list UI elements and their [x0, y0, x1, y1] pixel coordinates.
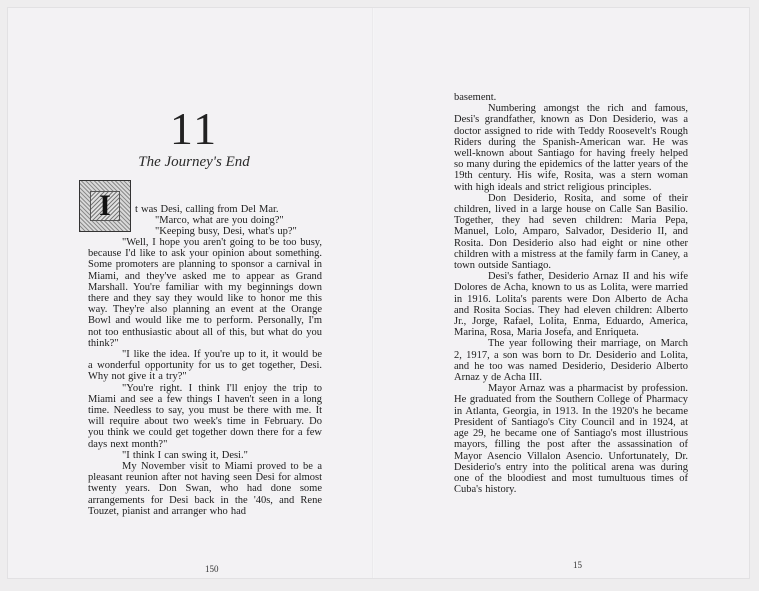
- paragraph: My November visit to Miami proved to be a pleasant reunion after not having seen Desi for almost twenty years. Don Swan, who had done some arrangements for Desi back in the '40s, and Rene Touzet, pianist and arranger who had: [88, 461, 322, 517]
- drop-cap-letter: I: [99, 189, 111, 222]
- right-page: [382, 8, 749, 578]
- paragraph: The year following their marriage, on March 2, 1917, a son was born to Dr. Desiderio and Lolita, and he too was named Desiderio, Desiderio Alberto Arnaz y de Acha III.: [454, 338, 688, 384]
- drop-cap-ornament: [79, 180, 131, 232]
- right-body-text: [454, 92, 688, 495]
- opening-line-1: t was Desi, calling from Del Mar.: [135, 204, 279, 215]
- book-spread: [8, 8, 749, 578]
- paragraph: Don Desiderio, Rosita, and some of their children, lived in a large house on Calle San Basilio. Together, they had seven children: Maria Pepa, Manuel, Lolo, Amparo, Salvador, Desiderio II, and Rosita. Don Desiderio also had eight or nine other children with a mistress at the family farm in Caney, a town outside Santiago.: [454, 192, 688, 272]
- chapter-title: The Journey's End: [138, 154, 250, 170]
- paragraph: "Well, I hope you aren't going to be too busy, because I'd like to ask your opinion about something. Some promoters are planning to sponsor a carnival in Miami, and they've asked me to appear as Grand Marshall. You're familiar with my beginnings down there and they say they would like to honor me this way. They're also planning an event at the Orange Bowl and would like me to perform. Personally, I'm not too enthusiastic about all of this, but what do you think?": [88, 237, 322, 349]
- opening-lines: [135, 204, 322, 238]
- page-number-left: 150: [205, 564, 219, 574]
- paragraph: basement.: [454, 92, 497, 103]
- opening-line-2: "Marco, what are you doing?": [155, 215, 284, 227]
- page-number-right: 15: [573, 560, 582, 570]
- opening-line-3: "Keeping busy, Desi, what's up?": [155, 226, 297, 238]
- paragraph: "You're right. I think I'll enjoy the trip to Miami and see a few things I haven't seen in a long time. Needless to say, you must be there with me. It will require about two week's time in February. Do you think we could get together down there for a few days next month?": [88, 382, 322, 450]
- paragraph: "I think I can swing it, Desi.": [122, 449, 248, 461]
- book-gutter: [372, 8, 374, 578]
- paragraph: Desi's father, Desiderio Arnaz II and his wife Dolores de Acha, known to us as Lolita, were married in 1916. Lolita's parents were Don Alberto de Acha and Rosita Socias. They had eleven children: Alberto Jr., Jorge, Rafael, Lolita, Enma, Eduardo, America, Marina, Rosa, Maria Josefa, and Enriqueta.: [454, 271, 688, 339]
- left-page: [8, 8, 380, 578]
- left-body-text: [88, 237, 322, 517]
- paragraph: Numbering amongst the rich and famous, Desi's grandfather, known as Don Desiderio, was a doctor assigned to ride with Teddy Roosevelt's Rough Riders during the Spanish-American war. He was well-known about Santiago for having freely helped so many during the epidemics of the latter years of the 19th century. His wife, Rosita, was a stern woman with high ideals and strict religious principles.: [454, 103, 688, 193]
- chapter-number: 11: [169, 103, 219, 154]
- paragraph: Mayor Arnaz was a pharmacist by profession. He graduated from the Southern College of Pharmacy in Atlanta, Georgia, in 1913. In the 1920's he became President of Santiago's City Council and in 1924, at age 29, he became one of Santiago's most illustrious mayors, filling the post after the assassination of Mayor Asencio Villalon Asencio. Unfortunately, Dr. Desiderio's entry into the political arena was during one of the bloodiest and most tumultuous times of Cuba's history.: [454, 383, 688, 496]
- paragraph: "I like the idea. If you're up to it, it would be a wonderful opportunity for us to get together, Desi. Why not give it a try?": [88, 349, 322, 383]
